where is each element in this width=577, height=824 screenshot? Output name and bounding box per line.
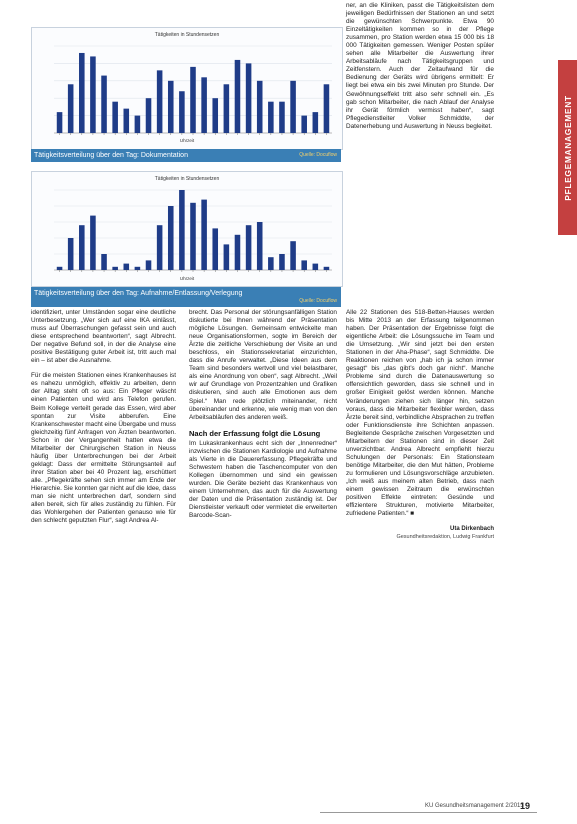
bar <box>246 225 252 270</box>
paragraph: Im Lukaskrankenhaus echt sich der „Innenredner“ inzwischen die Stationen Kardiologie und Aufnahme als Vierte in die Dauererfassung. Pflegekräfte und Schwestern haben die Taschencomputer von den Kollegen übernommen und sind ein gewissen wurden. Die Geräte bezieht das Krankenhaus von einem Unternehmen, das auch für die Auswertung der Daten und die Präsentation zuständig ist. Der Dienstleister verkauft oder vermietet die erweiterten Barcode-Scan- <box>189 439 337 520</box>
page-number: 19 <box>520 801 531 811</box>
bar <box>179 91 185 133</box>
chart-svg <box>32 172 342 286</box>
bar <box>257 81 263 133</box>
bar <box>146 98 152 133</box>
chart-title: Tätigkeiten in Stundensetzen <box>154 176 220 182</box>
footer-journal: KU Gesundheitsmanagement 2/2013 <box>425 803 524 809</box>
chart-documentation <box>31 27 343 150</box>
bar <box>201 200 207 270</box>
bar <box>157 225 163 270</box>
bar <box>235 235 241 270</box>
bar <box>279 254 285 270</box>
bar <box>190 67 196 133</box>
paragraph: brecht. Das Personal der störungsanfälligen Station diskutierte bei Ihnen während der Präsentation mögliche Lösungen. Gemeinsam entwickelte man neue Organisationsformen, sogte im Bereich der Ärzte die zeitliche Verschiebung der Visite an und beschloss, ein Stationssekretariat einzurichten, dass die Anrufe verwaltet. „Diese Ideen aus dem Team sind besonders wertvoll und viel belastbarer, als eine Anordnung von oben“, sagt Albrecht. „Weil wir auf Grundlage von Prozentzahlen und Grafiken diskutieren, sind auch alle Emotionen aus dem Spiel.“ Man rede plötzlich miteinander, nicht übereinander und erkenne, wie wenig man von den Arbeitsabläufen des anderen weiß. <box>189 309 337 421</box>
bar <box>268 102 274 133</box>
bar <box>168 206 174 270</box>
bar <box>212 98 218 133</box>
bar <box>168 81 174 133</box>
chart-svg <box>32 28 342 149</box>
chart-caption <box>31 149 341 162</box>
bar <box>135 267 141 270</box>
caption-text: Tätigkeitsverteilung über den Tag: Aufnahme/Entlassung/Verlegung <box>34 290 243 297</box>
bar <box>124 264 130 270</box>
section-tab <box>558 60 577 235</box>
bar <box>235 60 241 133</box>
bar <box>190 203 196 270</box>
bar <box>79 53 85 133</box>
bar <box>79 225 85 270</box>
paragraph: ner, an die Kliniken, passt die Tätigkeitslisten dem jeweiligen Bedürfnissen der Stationen an und setzt die gewünschten Schwerpunkte. Etwa 90 Einzeltätigkeiten kommen so in der Pflege zusammen, pro Station werden etwa 15 000 bis 18 000 Tätigkeiten gemessen. Weniger Posten spüler sehen alle Mitarbeiter die Auswertung ihrer Arbeitsabläufe nach Tätigkeitsgruppen und Zeitfenstern. Auch der Zeitaufwand für die Bedienung der Geräts wird übrigens ermittelt: Er liegt bei etwa ein bis zwei Minuten pro Stunde. Der Gewöhnungseffekt tritt also sehr schnell ein. „Es gab schon Mitarbeiter, die nach Ablauf der Analyse ihr Gerät förmlich vermisst haben“, sagt Pflegedienstleiter Volker Schmiddte, der Datenerhebung und Auswertung in Neuss begleitet. <box>346 2 494 130</box>
bar <box>146 260 152 270</box>
bar <box>179 190 185 270</box>
bar <box>135 116 141 133</box>
bar <box>112 267 118 270</box>
chart-admission <box>31 171 343 287</box>
bar <box>313 112 319 133</box>
bar <box>124 109 130 133</box>
chart-title: Tätigkeiten in Stundensetzen <box>154 32 220 38</box>
bar <box>313 264 319 270</box>
bar <box>68 84 74 133</box>
bar <box>90 56 96 133</box>
bar <box>57 112 63 133</box>
caption-source: Quelle: Docuflow <box>299 298 337 304</box>
x-axis-label: Uhrzeit <box>179 276 195 281</box>
author-name: Uta Dirkenbach <box>449 526 494 533</box>
text-column-left <box>31 309 176 532</box>
bar <box>279 102 285 133</box>
author-affiliation: Gesundheitsredaktion, Ludwig Frankfurt <box>396 534 494 541</box>
chart-caption <box>31 287 341 307</box>
bar <box>246 63 252 133</box>
bar <box>301 116 307 133</box>
paragraph: identifiziert, unter Umständen sogar eine deutliche Unterbesetzung. „Wer sich auf eine IKA einlässt, muss auf Überraschungen gefasst sein und auch diese entsprechend beantworten“, sagt Albrecht. Der negative Befund soll, in der die Analyse eine positive Bestätigung guter Arbeit ist, tritt auch mal ein – ist aber die Ausnahme. <box>31 309 176 365</box>
x-axis-label: Uhrzeit <box>179 138 195 143</box>
caption-source: Quelle: Docuflow <box>299 152 337 158</box>
footer-rule <box>320 812 537 813</box>
bar <box>268 257 274 270</box>
text-column-right-top <box>346 2 494 138</box>
bar <box>68 238 74 270</box>
bar <box>324 84 330 133</box>
section-label: PFLEGEMANAGEMENT <box>562 94 573 201</box>
bar <box>301 260 307 270</box>
caption-text: Tätigkeitsverteilung über den Tag: Dokumentation <box>34 152 188 159</box>
bar <box>57 267 63 270</box>
bar <box>101 254 107 270</box>
bar <box>224 84 230 133</box>
bar <box>112 102 118 133</box>
paragraph: Für die meisten Stationen eines Krankenhauses ist es nahezu unmöglich, effektiv zu arbeiten, denn der Alltag steht oft so aus: Ein Pfleger wäscht einen Patienten und wird ans Telefon gerufen. Beim Kollege verteilt gerade das Essen, wird aber spontan zur Visite abberufen. Eine Krankenschwester macht eine Übergabe und muss gleichzeitig fünf Anfragen von Ärzten beantworten. Schon in der Vergangenheit hatten etwa die Mitarbeiter der Chirurgischen Station in Neuss häufig über Unterbrechungen bei der Arbeit geklagt: Dass der ermittelte Störungsanteil auf ihrer Station aber bei 40 Prozent lag, erschüttert alle. „Pflegekräfte sehen sich immer am Ende der Hierarchie. Sie konnten gar nicht auf die Idee, dass man sie nicht unterbrechen darf, sondern sind allen bereit, sich für alles zuständig zu fühlen. Für das Wohlergehen der Patienten genauso wie für den schlecht geputzten Flur“, sagt Andrea Al- <box>31 372 176 525</box>
bar <box>212 228 218 270</box>
bar <box>290 241 296 270</box>
bar <box>290 81 296 133</box>
bar <box>224 244 230 270</box>
bar <box>201 77 207 133</box>
bar <box>257 222 263 270</box>
section-heading: Nach der Erfassung folgt die Lösung <box>189 428 321 438</box>
bar <box>101 76 107 133</box>
text-column-middle <box>189 309 337 527</box>
bar <box>90 216 96 270</box>
text-column-right-bottom <box>346 309 494 541</box>
bar <box>157 70 163 133</box>
bar <box>324 267 330 270</box>
paragraph: Alle 22 Stationen des 518-Betten-Hauses werden bis Mitte 2013 an der Erfassung teilgenommen haben. Der Präsentation der Ergebnisse folgt die eigentliche Arbeit: die Lösungssuche im Team und die Umsetzung. „Wir sind jetzt bei den ersten Stationen in der Aha-Phase“, sagt Schmiddte. Die Reaktionen reichen von „hab ich ja schon immer gesagt“ bis „das gibt’s doch gar nicht“. Manche Probleme sind durch die Datenauswertung so offensichtlich geworden, dass sie schnell und in großer Einigkeit gelöst werden können. Manche Veränderungen ziehen sich länger hin, setzen voraus, dass die Mitarbeiter flexibler werden, dass Ärzte bereit sind, verbindliche Absprachen zu treffen oder Funktionsdienste ihre Schichten anpassen. Begleitende Gespräche zwischen Vorgesetzten und Mitarbeitern der Stationen sind in dieser Zeit unverzichtbar. Andrea Albrecht empfiehlt hierzu Schulungen der Personals: Ein Stationsteam benötige Mitarbeiter, die den Mut hätten, Probleme zu formulieren und Lösungsvorschläge anzubieten. „Ich weiß aus meinem alten Betrieb, dass nach einem gewissen Zeitraum die erwünschten positiven Effekte eintreten: Gesünde und effizientere Strukturen, motivierte Mitarbeiter, zufriedene Patienten.“ ■ <box>346 309 494 518</box>
